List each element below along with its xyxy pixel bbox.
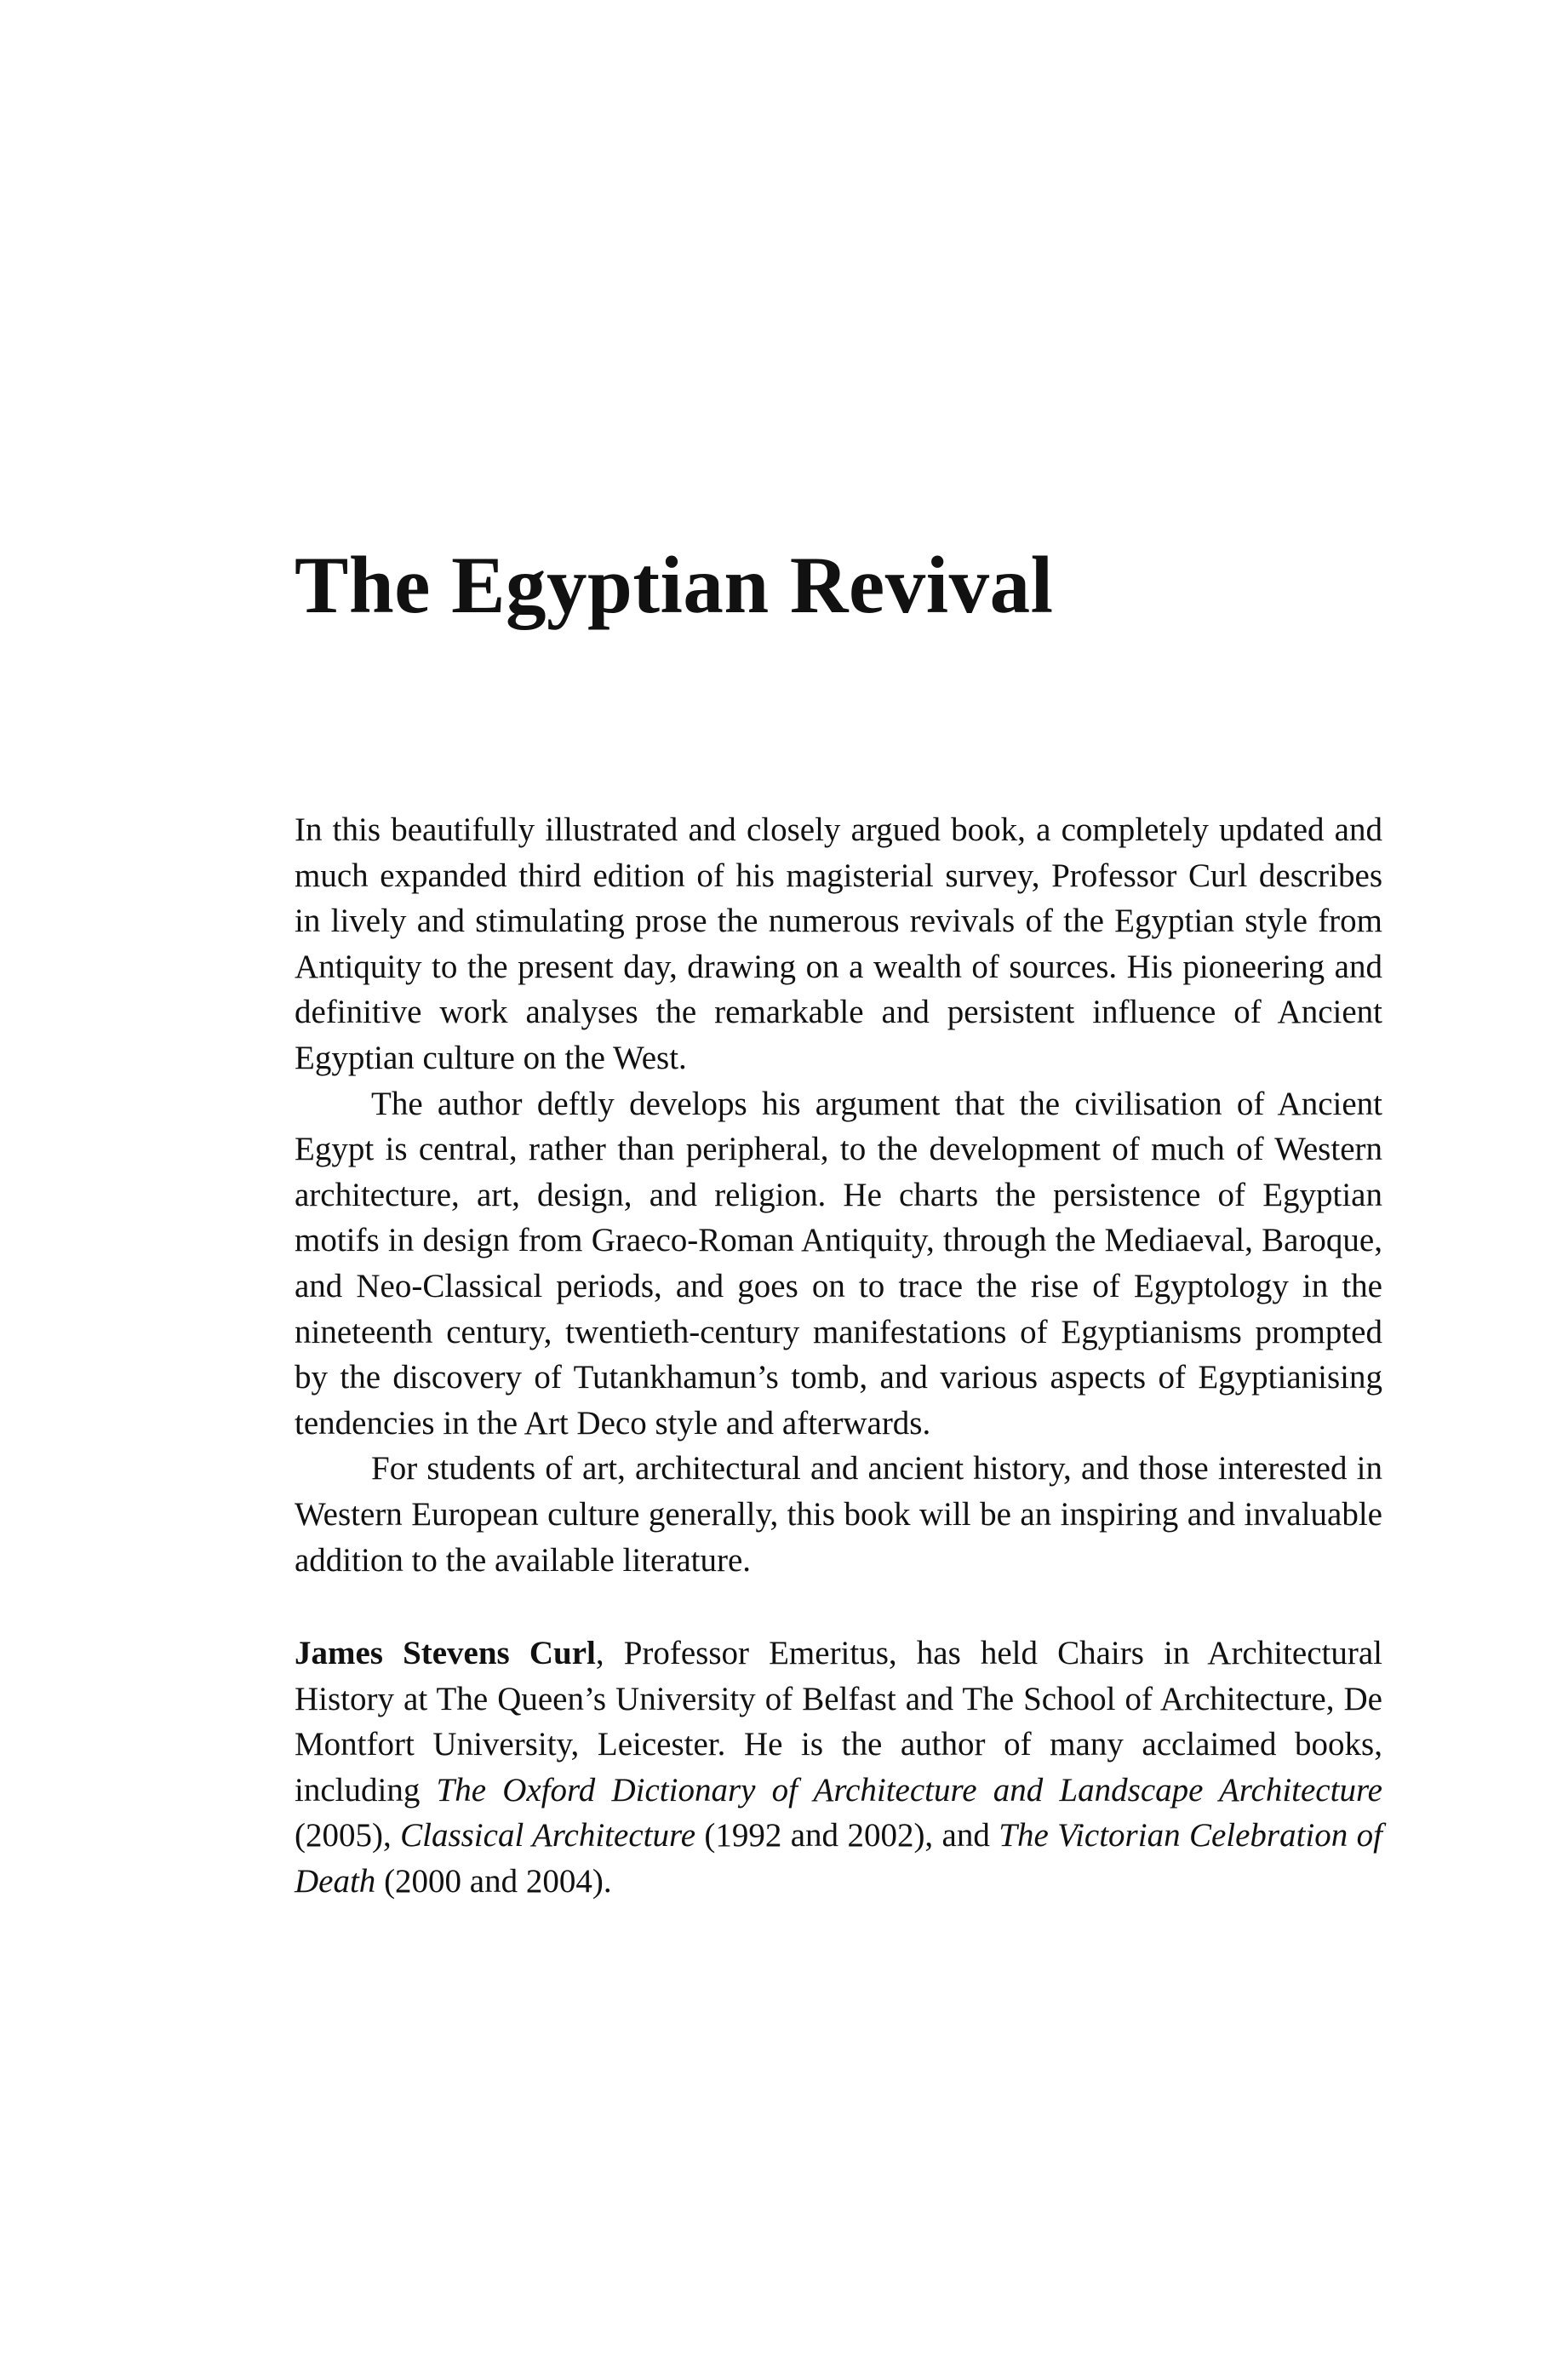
bio-text-4: (2000 and 2004). xyxy=(375,1863,612,1900)
description-paragraph-3: For students of art, architectural and ancient history, and those interested in Western European culture generally, this book will be an inspiring and invaluable addition to the available literature. xyxy=(295,1450,1382,1579)
bio-text-1: , Professor Emeritus, has held Chairs in Architectural History at The Queen’s University of Belfast and The School of Architecture, De Montfort University, Leicester. He is the author of many acclaimed books, including xyxy=(295,1635,1383,1809)
bio-text-3: (1992 and 2002), and xyxy=(695,1817,999,1854)
book-title-victorian-celebration: The Victorian Celebration of Death xyxy=(295,1817,1382,1900)
bio-text-2: (2005), xyxy=(295,1817,401,1854)
description-paragraph-2: The author deftly develops his argument that the civilisation of Ancient Egypt is central, rather than peripheral, to the development of much of Western architecture, art, design, and religion. He charts the persistence of Egyptian motifs in design from Graeco-Roman Antiquity, through the Mediaeval, Baroque, and Neo-Classical periods, and goes on to trace the rise of Egyptology in the nineteenth century, twentieth-century manifestations of Egyptianisms prompted by the discovery of Tutankhamun’s tomb, and various aspects of Egyptianising tendencies in the Art Deco style and afterwards. xyxy=(295,1085,1382,1442)
author-name: James Stevens Curl xyxy=(295,1635,596,1672)
author-bio xyxy=(295,1631,1382,1905)
author-bio-paragraph xyxy=(295,1631,1382,1905)
page-content xyxy=(295,540,1383,1905)
book-description xyxy=(295,807,1382,1583)
book-title-classical-architecture: Classical Architecture xyxy=(400,1817,695,1854)
book-title: The Egyptian Revival xyxy=(295,540,1054,630)
book-title-oxford-dictionary: The Oxford Dictionary of Architecture and Landscape Architecture xyxy=(436,1771,1382,1809)
description-paragraph-1: In this beautifully illustrated and closely argued book, a completely updated and much expanded third edition of his magisterial survey, Professor Curl describes in lively and stimulating prose the numerous revivals of the Egyptian style from Antiquity to the present day, drawing on a wealth of sources. His pioneering and definitive work analyses the remarkable and persistent influence of Ancient Egyptian culture on the West. xyxy=(295,811,1382,1076)
